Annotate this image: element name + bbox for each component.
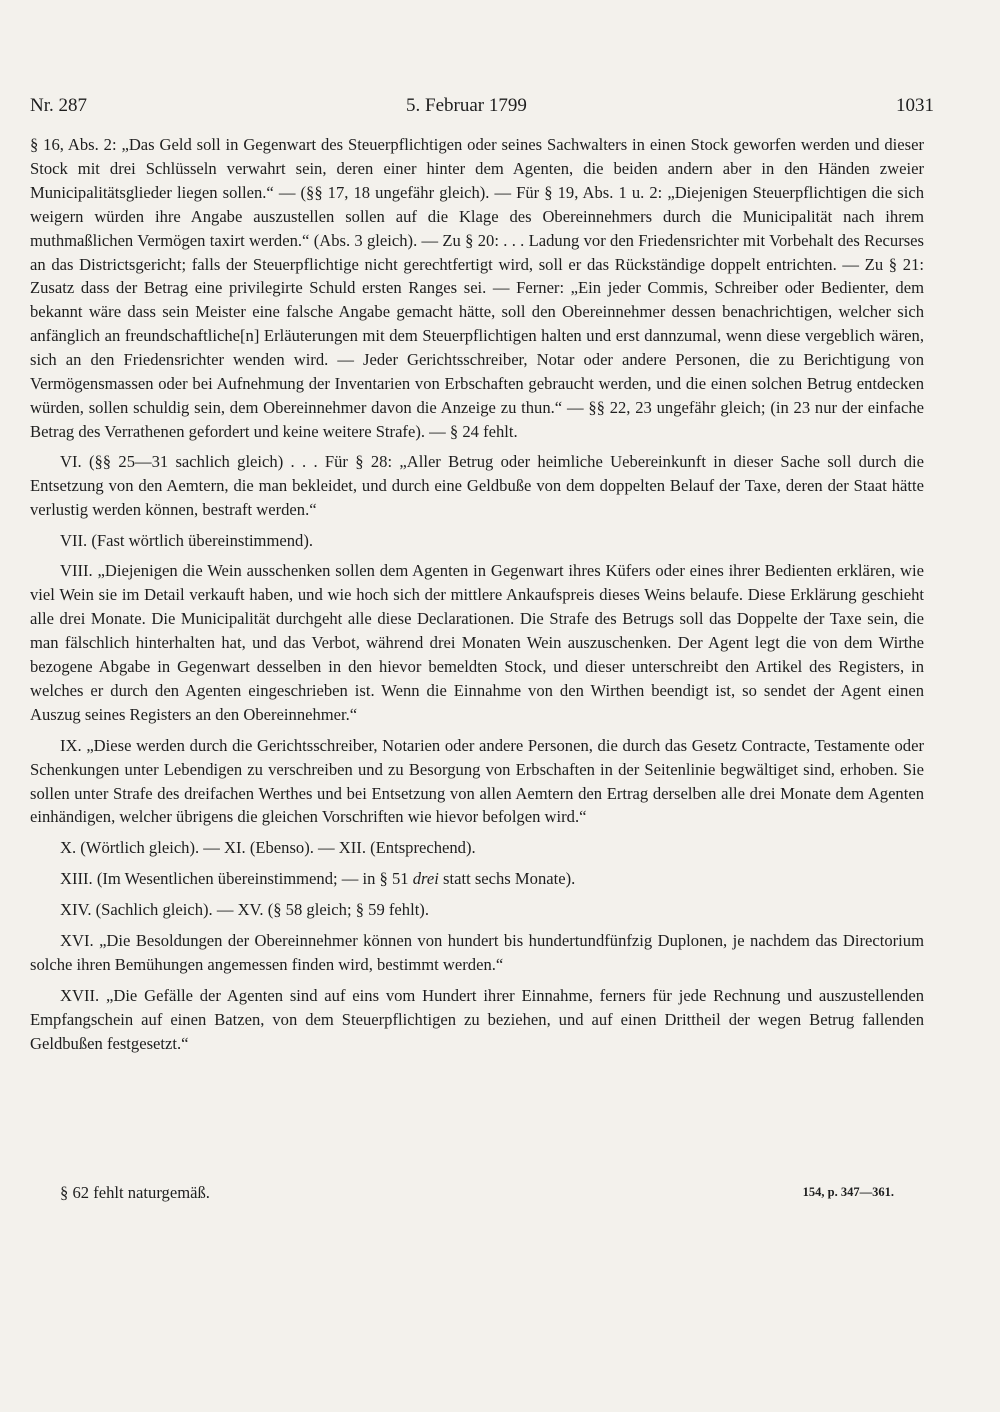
paragraph-ix: IX. „Diese werden durch die Gerichtsschreiber, Notarien oder andere Personen, die durch das Gesetz Contracte, Testamente oder Schenkungen unter Lebendigen zu verschreiben und zu Besorgung von Erbschaften in der Seitenlinie begwältiget sind, erhoben. Sie sollen unter Strafe des dreifachen Werthes und bei Entsetzung von allen Aemtern den Ertrag derselben alle drei Monate dem Agenten einhändigen, welcher übrigens die gleichen Vorschriften wie hievor befolgen wird.“ [30, 735, 924, 827]
document-number: Nr. 287 [30, 95, 87, 116]
paragraph-xiii [30, 867, 924, 891]
paragraph-vii: VII. (Fast wörtlich übereinstimmend). [60, 530, 313, 550]
paragraph-xvii: XVII. „Die Gefälle der Agenten sind auf eins vom Hundert ihrer Einnahme, ferners für jede Rechnung und auszustellenden Empfangschein auf einen Batzen, von dem Steuerpflichtigen zu beziehen, und auf einen Drittheil der wegen Betrug fallenden Geldbußen festgesetzt.“ [30, 985, 924, 1053]
paragraph-vi: VI. (§§ 25—31 sachlich gleich) . . . Für § 28: „Aller Betrug oder heimliche Uebereinkunft in dieser Sache soll durch die Entsetzung von den Aemtern, die man bekleidet, und durch eine Geldbuße von dem doppelten Belauf der Taxe, deren der Staat hätte verlustig werden können, bestraft werden.“ [30, 451, 924, 519]
page-number: 1031 [896, 95, 934, 116]
page-header [30, 95, 934, 125]
paragraph-viii: VIII. „Diejenigen die Wein ausschenken sollen dem Agenten in Gegenwart ihres Küfers oder eines ihrer Bedienten erklären, wie viel Wein sie im Detail verkauft haben, und wie hoch sich der mittlere Ankaufspreis dieses Weins belaufe. Diese Erklärung geschieht alle drei Monate. Die Municipalität durchgeht alle diese Declarationen. Die Strafe des Betrugs soll das Doppelte der Taxe sein, die man fälschlich hinterhalten hat, und das Verbot, während drei Monaten Wein auszuschenken. Der Agent legt die von dem Wirthe bezogene Abgabe in Gegenwart desselben in den hievor bemeldten Stock, und dieser unterschreibt den Artikel des Registers, in welches er durch den Agenten eingeschrieben ist. Wenn die Einnahme von den Wirthen beendigt ist, so sendet der Agent einen Auszug seines Registers an den Obereinnehmer.“ [30, 561, 924, 724]
closing-note: § 62 fehlt naturgemäß. [60, 1183, 210, 1202]
body-text [30, 133, 924, 1063]
paragraph-xiv-xv: XIV. (Sachlich gleich). — XV. (§ 58 gleich; § 59 fehlt). [60, 900, 429, 920]
paragraph-section-16-24: § 16, Abs. 2: „Das Geld soll in Gegenwart des Steuerpflichtigen oder seines Sachwalters in einen Stock geworfen werden und dieser Stock mit drei Schlüsseln verwahrt sein, deren einer hinter dem Agenten, die beiden andern aber in den Händen zweier Municipalitätsglieder liegen sollen.“ — (§§ 17, 18 ungefähr gleich). — Für § 19, Abs. 1 u. 2: „Diejenigen Steuerpflichtigen die sich weigern würden ihre Angabe auszustellen sollen auf die Klage des Obereinnehmers durch die Municipalität nach ihrem muthmaßlichen Vermögen taxirt werden.“ (Abs. 3 gleich). — Zu § 20: . . . Ladung vor den Friedensrichter mit Vorbehalt des Recurses an das Districtsgericht; falls der Steuerpflichtige nicht gerechtfertigt wird, soll er das Rückständige doppelt entrichten. — Zu § 21: Zusatz dass der Betrag eine privilegirte Schuld ersten Ranges sei. — Ferner: „Ein jeder Commis, Schreiber oder Bedienter, dem bekannt wäre dass sein Meister eine falsche Angabe gemacht hätte, soll den Obereinnehmer dessen benachrichtigen, welcher sich anfänglich an freundschaftliche[n] Erläuterungen mit dem Steuerpflichtigen halten und erst dannzumal, wenn diese vergeblich wären, sich an den Friedensrichter wenden wird. — Jeder Gerichtsschreiber, Notar oder andere Personen, die zu Berichtigung von Vermögensmassen oder bei Aufnehmung der Inventarien von Erbschaften gebraucht werden, und die einen solchen Betrug entdecken würden, sollen schuldig sein, dem Obereinnehmer davon die Anzeige zu thun.“ — §§ 22, 23 ungefähr gleich; (in 23 nur der einfache Betrag des Verrathenen gefordert und keine weitere Strafe). — § 24 fehlt. [30, 135, 924, 441]
source-reference: 154, p. 347—361. [802, 1185, 894, 1199]
paragraph-xvi: XVI. „Die Besoldungen der Obereinnehmer können von hundert bis hundertundfünfzig Duplonen, je nachdem das Directorium solche ihren Bemühungen angemessen finden wird, bestimmt werden.“ [30, 931, 924, 974]
paragraph-xiii-italic: drei [412, 869, 439, 889]
paragraph-xiii-text-b: statt sechs Monate). [438, 869, 576, 889]
paragraph-x-xii: X. (Wörtlich gleich). — XI. (Ebenso). — XII. (Entsprechend). [60, 838, 476, 858]
paragraph-xiii-text-a: XIII. (Im Wesentlichen übereinstimmend; — in § 51 [60, 869, 413, 889]
document-date: 5. Februar 1799 [406, 95, 527, 116]
